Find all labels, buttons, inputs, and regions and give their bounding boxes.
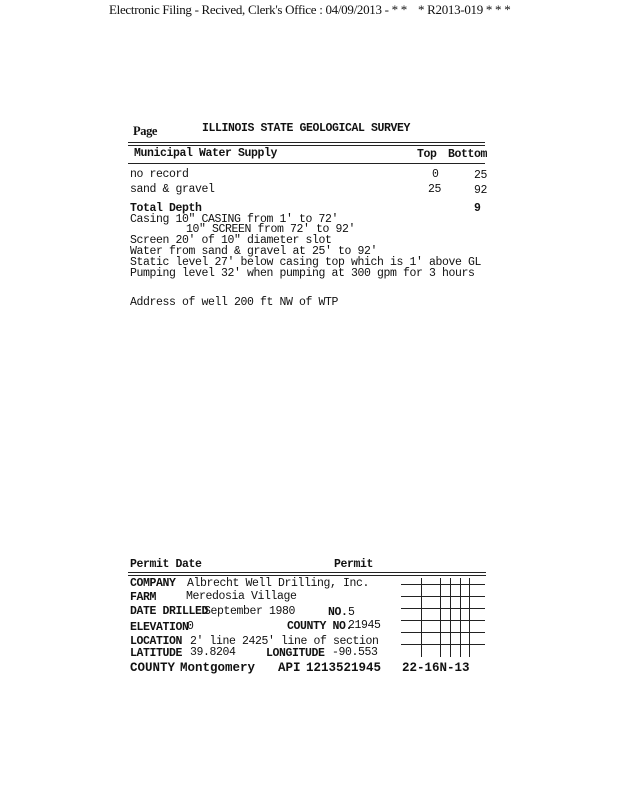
casing-line: Casing 10" CASING from 1' to 72': [130, 213, 339, 226]
filing-header-left: Electronic Filing - Recived, Clerk's Office : 04/09/2013 - * *: [109, 2, 407, 17]
api-label: API: [278, 661, 301, 675]
grid-vline: [460, 578, 461, 657]
no-label: NO.: [328, 606, 348, 619]
grid-vline: [440, 578, 441, 657]
grid-vline: [469, 578, 470, 657]
water-line: Water from sand & gravel at 25' to 92': [130, 245, 378, 258]
address-line: Address of well 200 ft NW of WTP: [130, 296, 339, 309]
grid-hline: [401, 644, 485, 645]
grid-hline: [401, 608, 485, 609]
county-value: Montgomery: [180, 661, 256, 675]
company-label: COMPANY: [130, 577, 176, 590]
stratum-bottom: 92: [474, 184, 488, 197]
filing-header-right: * R2013-019 * * *: [418, 2, 511, 17]
stratum-desc: sand & gravel: [130, 183, 215, 196]
column-header-top: Top: [417, 148, 437, 161]
column-header-bottom: Bottom: [448, 148, 488, 161]
pumping-level-line: Pumping level 32' when pumping at 300 gpm for 3 hours: [130, 267, 475, 280]
header-rule-bottom: [128, 163, 485, 164]
stratum-bottom: 25: [474, 169, 488, 182]
column-header-name: Municipal Water Supply: [134, 147, 278, 160]
date-drilled-label: DATE DRILLED: [130, 605, 209, 618]
grid-vline: [450, 578, 451, 657]
county-no-label: COUNTY NO.: [287, 620, 353, 633]
grid-hline: [401, 620, 485, 621]
stratum-desc: no record: [130, 168, 189, 181]
screen-line: Screen 20' of 10" diameter slot: [130, 234, 332, 247]
longitude-value: -90.553: [332, 646, 378, 659]
latitude-label: LATITUDE: [130, 647, 183, 660]
screen-casing-line: 10" SCREEN from 72' to 92': [186, 223, 356, 236]
total-depth-value: 9: [474, 202, 481, 215]
county-label: COUNTY: [130, 661, 176, 675]
stratum-top: 0: [432, 168, 439, 181]
county-no-value: 21945: [348, 619, 381, 632]
latitude-value: 39.8204: [190, 646, 236, 659]
no-value: 5: [348, 606, 355, 619]
grid-hline: [401, 596, 485, 597]
header-rule-top: [128, 142, 485, 143]
agency-title: ILLINOIS STATE GEOLOGICAL SURVEY: [202, 122, 411, 135]
total-depth-label: Total Depth: [130, 202, 202, 215]
page-label: Page: [133, 124, 158, 138]
longitude-label: LONGITUDE: [266, 647, 325, 660]
header-rule-top-2: [128, 145, 485, 146]
api-value: 1213521945: [306, 661, 382, 675]
permit-rule: [128, 572, 486, 573]
stratum-top: 25: [428, 183, 442, 196]
date-drilled-value: September 1980: [204, 605, 296, 618]
permit-no-label: Permit: [334, 558, 374, 571]
location-value: 2' line 2425' line of section: [190, 635, 379, 648]
permit-date-label: Permit Date: [130, 558, 202, 571]
farm-label: FARM: [130, 591, 157, 604]
grid-hline: [401, 632, 485, 633]
farm-value: Meredosia Village: [186, 590, 297, 603]
location-label: LOCATION: [130, 635, 183, 648]
static-level-line: Static level 27' below casing top which is 1' above GL: [130, 256, 482, 269]
elevation-label: ELEVATION: [130, 621, 189, 634]
grid-vline: [421, 578, 422, 657]
elevation-value: 0: [187, 620, 194, 633]
company-value: Albrecht Well Drilling, Inc.: [187, 577, 370, 590]
township-range-value: 22-16N-13: [402, 661, 470, 675]
permit-rule-2: [128, 575, 486, 576]
grid-hline: [401, 584, 485, 585]
